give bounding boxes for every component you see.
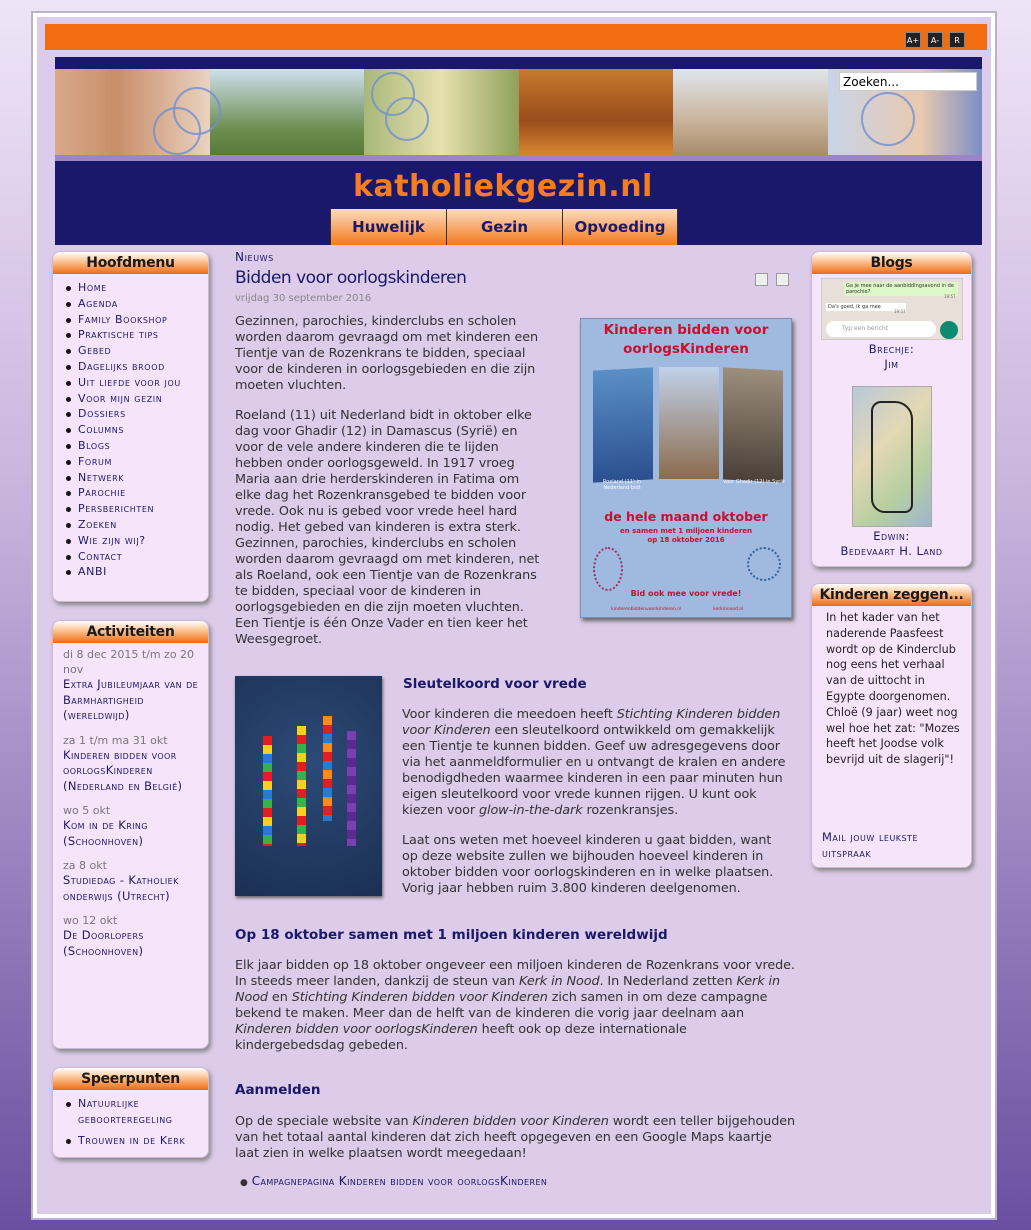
sleutelkoord-photo xyxy=(235,676,382,896)
font-reset-button[interactable]: R xyxy=(949,32,965,48)
tab-gezin[interactable]: Gezin xyxy=(446,209,562,245)
print-icon[interactable] xyxy=(755,273,768,286)
menu-item[interactable]: Dagelijks brood xyxy=(65,359,208,375)
mail-uitspraak-link[interactable]: Mail jouw leukste uitspraak xyxy=(822,830,919,860)
event-link[interactable]: Extra Jubileumjaar van de Barmhartigheid (wereldwijd) xyxy=(63,677,199,722)
menu-item[interactable]: Home xyxy=(65,280,208,296)
poster-title-1: Kinderen bidden voor xyxy=(603,322,769,338)
speerpunt-item[interactable]: Trouwen in de Kerk xyxy=(65,1133,208,1149)
banner-stripe xyxy=(55,155,982,161)
poster-slogan: Bid ook mee voor vrede! xyxy=(630,589,742,598)
menu-item[interactable]: Dossiers xyxy=(65,406,208,422)
activiteiten-box xyxy=(52,620,209,1049)
map-route xyxy=(871,401,913,513)
tab-huwelijk[interactable]: Huwelijk xyxy=(330,209,446,245)
poster-url-2: kerkinnood.nl xyxy=(713,607,744,612)
event-link[interactable]: De Doorlopers (Schoonhoven) xyxy=(63,928,144,958)
event-date: za 8 okt xyxy=(63,859,107,872)
event-link[interactable]: Studiedag - Katholiek onderwijs (Utrecht) xyxy=(63,873,179,903)
menu-item[interactable]: Contact xyxy=(65,549,208,565)
mic-icon xyxy=(940,321,958,339)
poster-photo-church xyxy=(659,367,719,479)
menu-item[interactable]: Gebed xyxy=(65,343,208,359)
heading-sleutelkoord: Sleutelkoord voor vrede xyxy=(403,676,587,692)
poster-sub-2: op 18 oktober 2016 xyxy=(647,536,725,544)
campaign-link[interactable]: Campagnepagina Kinderen bidden voor oorlogsKinderen xyxy=(251,1174,548,1188)
heading-aanmelden: Aanmelden xyxy=(235,1082,321,1098)
article-date: vrijdag 30 september 2016 xyxy=(235,293,372,304)
menu-item[interactable]: Netwerk xyxy=(65,470,208,486)
article-body-aanmelden: Op de speciale website van Kinderen bidden voor Kinderen wordt een teller bijgehouden van het totaal aantal kinderen dat zich heeft opgegeven en een Google Maps kaartje laat zien in welke plaatsen wordt meegedaan! xyxy=(235,1114,796,1161)
main-nav xyxy=(330,209,678,245)
menu-item[interactable]: ANBI xyxy=(65,564,208,580)
menu-item[interactable]: Parochie xyxy=(65,485,208,501)
event-link[interactable]: Kom in de Kring (Schoonhoven) xyxy=(63,818,148,848)
menu-item[interactable]: Forum xyxy=(65,454,208,470)
menu-item[interactable]: Columns xyxy=(65,422,208,438)
top-bar xyxy=(45,24,987,50)
event-link[interactable]: Kinderen bidden voor oorlogsKinderen (Nederland en België) xyxy=(63,747,183,793)
menu-item[interactable]: Praktische tips xyxy=(65,327,208,343)
poster-sub-1: en samen met 1 miljoen kinderen xyxy=(619,527,753,535)
campaign-poster xyxy=(580,318,792,618)
chat-input: Typ een bericht xyxy=(826,321,936,337)
email-icon[interactable] xyxy=(776,273,789,286)
hoofdmenu-box xyxy=(52,251,209,602)
menu-item[interactable]: Zoeken xyxy=(65,517,208,533)
hoofdmenu-list xyxy=(53,274,208,580)
blog-author-1[interactable]: Brechje: xyxy=(868,342,915,356)
blogs-title: Blogs xyxy=(812,252,971,274)
speerpunt-item[interactable]: Natuurlijke geboorteregeling xyxy=(65,1096,208,1128)
poster-rosary xyxy=(593,547,623,591)
menu-item[interactable]: Family Bookshop xyxy=(65,312,208,328)
menu-item[interactable]: Agenda xyxy=(65,296,208,312)
campaign-link-item: ● Campagnepagina Kinderen bidden voor oorlogsKinderen xyxy=(240,1174,548,1188)
blog-thumb-map[interactable] xyxy=(852,386,932,527)
poster-rosary-2 xyxy=(747,547,781,581)
menu-item[interactable]: Voor mijn gezin xyxy=(65,391,208,407)
menu-item[interactable]: Blogs xyxy=(65,438,208,454)
event-date: wo 12 okt xyxy=(63,914,118,927)
article-title: Bidden voor oorlogskinderen xyxy=(235,268,467,288)
site-logo[interactable]: katholiekgezin.nl xyxy=(353,169,653,204)
chat-time-2: 19:57 xyxy=(894,309,906,314)
blog-title-1[interactable]: Jim xyxy=(884,357,899,371)
article-body-1: Roeland (11) uit Nederland bidt in oktober elke dag voor Ghadir (12) in Damascus (Syrië) en voor de vele andere kinderen die te lijden hebben onder oorlogsgeweld. In 1917 vroeg Maria aan drie herderskinderen in Fatima om elke dag het Rozenkransgebed te bidden voor vrede. Ook nu is gebed voor vrede heel hard nodig. Het gebed van kinderen is extra sterk. Gezinnen, parochies, kinderclubs en scholen worden daarom gevraagd om met kinderen, net als Roeland, ook een Tientje van de Rozenkrans te bidden, speciaal voor de kinderen in oorlogsgebieden en die zijn moeten vluchten. Een Tientje is één Onze Vader en tien keer het Weesgegroet. xyxy=(235,408,540,647)
article-section[interactable]: Nieuws xyxy=(235,250,274,264)
event-date: wo 5 okt xyxy=(63,804,111,817)
activiteiten-list xyxy=(53,643,208,959)
chat-bubble-1: Ga je mee naar de aanbiddingsavond in de parochie? xyxy=(844,282,958,296)
poster-url-1: kinderenbiddenvoorkinderen.nl xyxy=(611,607,682,612)
blogs-box xyxy=(811,251,972,567)
kinderen-box xyxy=(811,583,972,868)
font-larger-button[interactable]: A+ xyxy=(905,32,921,48)
event-date: za 1 t/m ma 31 okt xyxy=(63,733,168,747)
chat-bubble-2: Da's goed, ik ga mee xyxy=(826,303,906,311)
poster-photo-roeland xyxy=(593,367,653,482)
menu-item[interactable]: Uit liefde voor jou xyxy=(65,375,208,391)
event-date: di 8 dec 2015 t/m zo 20 nov xyxy=(63,648,195,676)
kinderen-quote: In het kader van het naderende Paasfeest wordt op de Kinderclub nog eens het verhaal van de uittocht in Egypte doorgenomen. Chloë (9 jaar) weet nog wel hoe het zat: "Mozes heeft het Joodse volk bevrijd uit de slagerij"! xyxy=(826,611,960,767)
font-smaller-button[interactable]: A- xyxy=(927,32,943,48)
article-intro: Gezinnen, parochies, kinderclubs en scholen worden daarom gevraagd om met kinderen een Tientje van de Rozenkrans te bidden, speciaal voor de kinderen in oorlogsgebieden en die zijn moeten vluchten. xyxy=(235,314,539,393)
poster-caption-2: voor Ghadir (12) in Syrië xyxy=(723,479,785,485)
poster-title-2: oorlogsKinderen xyxy=(623,341,749,357)
article xyxy=(235,250,795,304)
font-size-controls xyxy=(905,32,965,48)
search-input[interactable] xyxy=(839,72,977,91)
poster-photo-ghadir xyxy=(723,367,783,482)
activiteiten-title: Activiteiten xyxy=(53,621,208,643)
heading-miljoen: Op 18 oktober samen met 1 miljoen kinderen wereldwijd xyxy=(235,927,668,943)
poster-month: de hele maand oktober xyxy=(604,509,768,524)
poster-caption-1: Roeland (11) in Nederland bidt xyxy=(602,479,642,491)
article-body-miljoen: Elk jaar bidden op 18 oktober ongeveer een miljoen kinderen de Rozenkrans voor vrede. In steeds meer landen, dankzij de steun van Kerk in Nood. In Nederland zetten Kerk in Nood en Stichting Kinderen bidden voor Kinderen zich samen in om deze campagne bekend te maken. Meer dan de helft van de kinderen die vorig jaar deelnam aan Kinderen bidden voor oorlogsKinderen heeft ook op deze internationale kindergebedsdag gebeden. xyxy=(235,958,795,1053)
blog-title-2[interactable]: Bedevaart H. Land xyxy=(840,544,943,558)
blog-thumb-chat[interactable] xyxy=(821,278,963,340)
hoofdmenu-title: Hoofdmenu xyxy=(53,252,208,274)
article-body-teller: Laat ons weten met hoeveel kinderen u gaat bidden, want op deze website zullen we bijhouden hoeveel kinderen in oktober bidden voor oorlogskinderen en in welke plaatsen. Vorig jaar hebben ruim 3.800 kinderen deelgenomen. xyxy=(402,833,774,896)
menu-item[interactable]: Wie zijn wij? xyxy=(65,533,208,549)
kinderen-title: Kinderen zeggen... xyxy=(812,584,971,606)
blog-author-2[interactable]: Edwin: xyxy=(873,529,910,543)
speerpunten-title: Speerpunten xyxy=(53,1068,208,1090)
article-body-sleutel: Voor kinderen die meedoen heeft Stichting Kinderen bidden voor Kinderen een sleutelkoord ontwikkeld om gemakkelijk een Tientje te kunnen bidden. Geef uw adresgegevens door via het aanmeldformulier en u ontvangt de kralen en andere benodigdheden waarmee kinderen in een paar minuten hun eigen sleutelkoord voor vrede kunnen rijgen. U kunt ook kiezen voor glow-in-the-dark rozenkransjes. xyxy=(402,707,786,818)
chat-time-1: 19:57 xyxy=(944,294,956,299)
speerpunten-box xyxy=(52,1067,209,1158)
speerpunten-list xyxy=(53,1090,208,1148)
menu-item[interactable]: Persberichten xyxy=(65,501,208,517)
tab-opvoeding[interactable]: Opvoeding xyxy=(562,209,678,245)
